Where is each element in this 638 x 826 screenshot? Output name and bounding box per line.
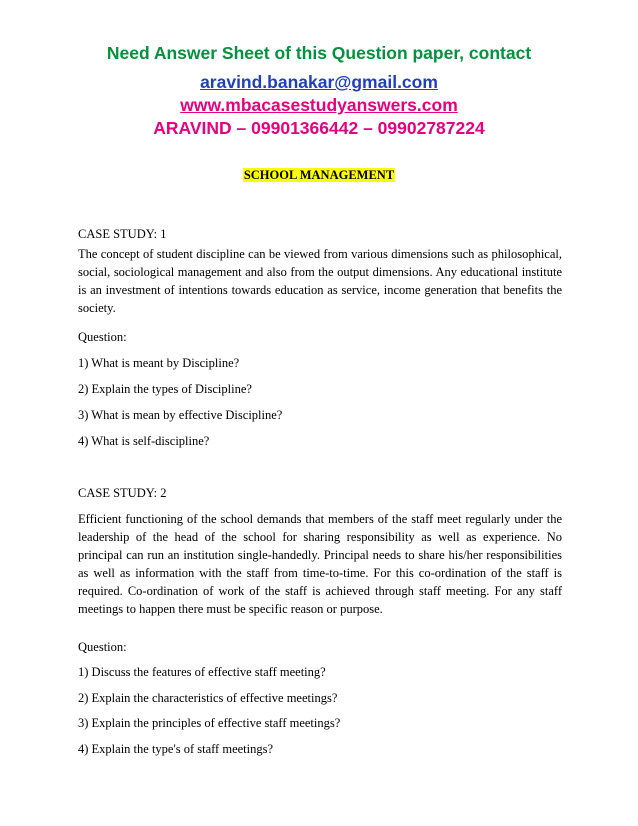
case1-question-4: 4) What is self-discipline?	[78, 434, 210, 448]
case1-question-3: 3) What is mean by effective Discipline?	[78, 408, 283, 422]
document-title	[0, 167, 638, 183]
case2-question-1: 1) Discuss the features of effective staff meeting?	[78, 665, 326, 679]
header-phone-line: ARAVIND – 09901366442 – 09902787224	[153, 118, 485, 138]
case2-question-label: Question:	[78, 640, 127, 654]
case1-question-1: 1) What is meant by Discipline?	[78, 356, 240, 370]
case2-question-3: 3) Explain the principles of effective staff meetings?	[78, 716, 341, 730]
case1-question-label: Question:	[78, 330, 127, 344]
case2-paragraph: Efficient functioning of the school demands that members of the staff meet regularly under the leadership of the head of the school for sharing responsibility as well as experience. No principal can run an institution single-handedly. Principal needs to share his/her responsibilities as well as information with the staff from time-to-time. For this co-ordination of the staff is required. Co-ordination of work of the staff is achieved through staff meeting. For any staff meetings to happen there must be specific reason or purpose.	[78, 512, 562, 616]
case2-question-2: 2) Explain the characteristics of effective meetings?	[78, 691, 338, 705]
header-email-link[interactable]: aravind.banakar@gmail.com	[200, 72, 438, 92]
case1-question-2: 2) Explain the types of Discipline?	[78, 382, 252, 396]
case2-heading: CASE STUDY: 2	[78, 486, 167, 500]
case2-question-4: 4) Explain the type's of staff meetings?	[78, 742, 274, 756]
header-contact-line: Need Answer Sheet of this Question paper, contact	[106, 43, 532, 63]
header-website-link[interactable]: www.mbacasestudyanswers.com	[180, 95, 458, 115]
case1-heading: CASE STUDY: 1	[78, 227, 167, 241]
document-title-highlight: SCHOOL MANAGEMENT	[243, 168, 395, 182]
case1-paragraph: The concept of student discipline can be viewed from various dimensions such as philosophical, social, sociological management and also from the output dimensions. Any educational institute is an investment of intentions towards education as service, income generation that benefits the society.	[78, 247, 562, 315]
